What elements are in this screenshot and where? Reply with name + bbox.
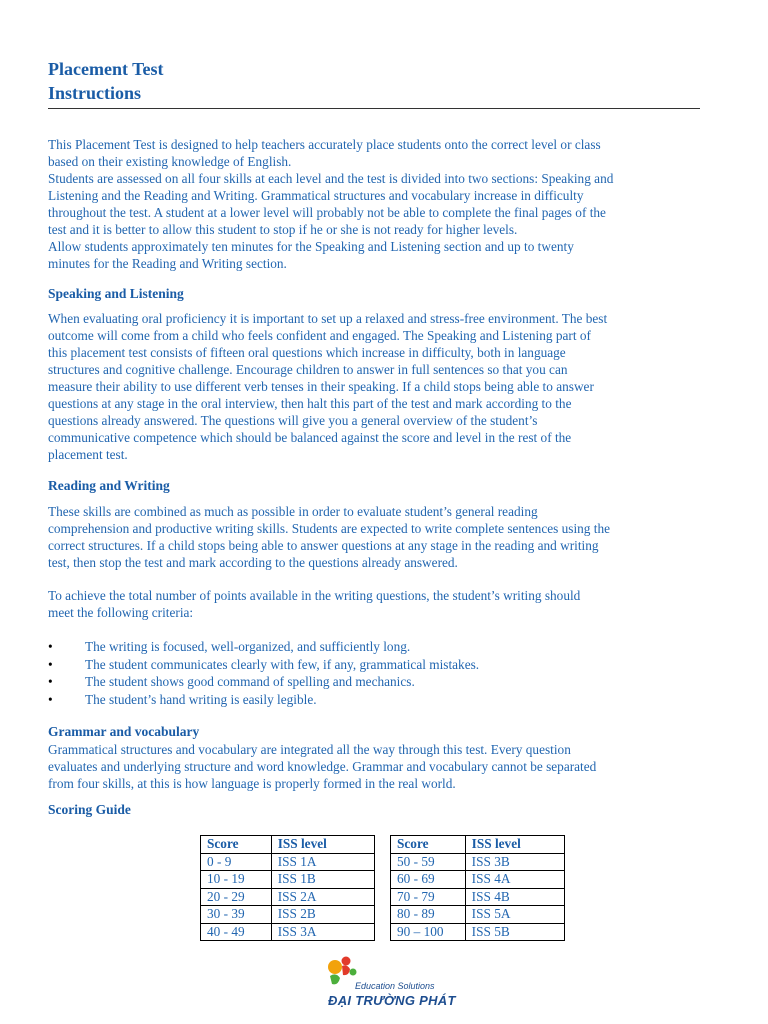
level-cell: ISS 3B bbox=[465, 853, 564, 871]
text-line: based on their existing knowledge of English. bbox=[48, 154, 292, 169]
level-column-header: ISS level bbox=[271, 836, 374, 854]
text-line: throughout the test. A student at a lower level will probably not be able to complete the final pages of the bbox=[48, 205, 606, 220]
logo-orange-figure bbox=[328, 960, 342, 974]
text-line: test and it is better to allow this student to stop if he or she is not ready for higher levels. bbox=[48, 222, 518, 237]
logo-small-figure bbox=[350, 969, 357, 976]
score-cell: 60 - 69 bbox=[391, 871, 466, 889]
table-row bbox=[391, 923, 565, 941]
level-cell: ISS 5A bbox=[465, 906, 564, 924]
criterion-text: The student communicates clearly with few, if any, grammatical mistakes. bbox=[85, 656, 480, 672]
grammar-heading: Grammar and vocabulary bbox=[48, 724, 200, 739]
text-line: measure their ability to use different verb tenses in their speaking. If a child stops being able to answer bbox=[48, 379, 594, 394]
grammar-paragraph bbox=[48, 741, 709, 792]
score-cell: 40 - 49 bbox=[201, 923, 272, 941]
text-line: this placement test consists of fifteen oral questions which increase in difficulty, both in language bbox=[48, 345, 566, 360]
text-line: from four skills, at this is how language is properly formed in the real world. bbox=[48, 776, 456, 791]
text-line: questions at any stage in the oral interview, then halt this part of the test and mark according to the bbox=[48, 396, 572, 411]
score-cell: 20 - 29 bbox=[201, 888, 272, 906]
text-line: When evaluating oral proficiency it is important to set up a relaxed and stress-free environment. The best bbox=[48, 311, 608, 326]
text-line: Students are assessed on all four skills at each level and the test is divided into two sections: Speaking and bbox=[48, 171, 614, 186]
text-line: questions already answered. The questions will give you a general overview of the student’s bbox=[48, 413, 538, 428]
title-divider bbox=[48, 108, 700, 109]
level-cell: ISS 1B bbox=[271, 871, 374, 889]
scoring-heading: Scoring Guide bbox=[48, 802, 131, 817]
bullet-icon: • bbox=[48, 639, 53, 654]
table-row bbox=[201, 923, 375, 941]
criterion-text: The student shows good command of spelling and mechanics. bbox=[85, 674, 415, 689]
page-title bbox=[48, 57, 163, 105]
bullet-icon: • bbox=[48, 656, 53, 672]
list-item bbox=[48, 673, 479, 691]
text-line: meet the following criteria: bbox=[48, 605, 194, 620]
score-cell: 10 - 19 bbox=[201, 871, 272, 889]
table-row bbox=[201, 888, 375, 906]
table-row bbox=[201, 906, 375, 924]
criteria-list bbox=[48, 638, 479, 708]
criterion-text: The writing is focused, well-organized, and sufficiently long. bbox=[85, 639, 411, 654]
list-item bbox=[48, 656, 479, 674]
text-line: comprehension and productive writing skills. Students are expected to write complete sentences using the bbox=[48, 521, 611, 536]
table-header-row bbox=[391, 836, 565, 854]
text-line: structures and cognitive challenge. Encourage children to answer in full sentences so that you can bbox=[48, 362, 568, 377]
score-column-header: Score bbox=[391, 836, 466, 854]
level-column-header: ISS level bbox=[465, 836, 564, 854]
text-line: Listening and the Reading and Writing. Grammatical structures and vocabulary increase in difficulty bbox=[48, 188, 584, 203]
intro-paragraph bbox=[48, 136, 709, 272]
title-line-2: Instructions bbox=[48, 83, 142, 103]
text-line: minutes for the Reading and Writing section. bbox=[48, 256, 287, 271]
logo-green-figure bbox=[330, 974, 340, 984]
level-cell: ISS 2A bbox=[271, 888, 374, 906]
criterion-text: The student’s hand writing is easily legible. bbox=[85, 691, 317, 707]
table-row bbox=[201, 871, 375, 889]
reading-heading: Reading and Writing bbox=[48, 478, 170, 493]
reading-paragraph bbox=[48, 503, 709, 571]
text-line: This Placement Test is designed to help teachers accurately place students onto the correct level or class bbox=[48, 137, 601, 152]
score-cell: 50 - 59 bbox=[391, 853, 466, 871]
text-line: correct structures. If a child stops being able to answer questions at any stage in the reading and writing bbox=[48, 538, 599, 553]
level-cell: ISS 5B bbox=[465, 923, 564, 941]
text-line: outcome will come from a child who feels confident and engaged. The Speaking and Listening part of bbox=[48, 328, 591, 343]
bullet-icon: • bbox=[48, 674, 53, 689]
score-cell: 0 - 9 bbox=[201, 853, 272, 871]
speaking-heading: Speaking and Listening bbox=[48, 286, 184, 301]
table-row bbox=[391, 853, 565, 871]
score-cell: 30 - 39 bbox=[201, 906, 272, 924]
text-line: Grammatical structures and vocabulary are integrated all the way through this test. Every question bbox=[48, 742, 571, 757]
score-cell: 70 - 79 bbox=[391, 888, 466, 906]
text-line: These skills are combined as much as possible in order to evaluate student’s general reading bbox=[48, 504, 538, 519]
logo-red-figure bbox=[342, 957, 351, 966]
level-cell: ISS 4B bbox=[465, 888, 564, 906]
title-line-1: Placement Test bbox=[48, 59, 164, 79]
table-row bbox=[201, 853, 375, 871]
text-line: evaluates and underlying structure and word knowledge. Grammar and vocabulary cannot be separated bbox=[48, 759, 597, 774]
score-cell: 80 - 89 bbox=[391, 906, 466, 924]
text-line: Allow students approximately ten minutes for the Speaking and Listening section and up to twenty bbox=[48, 239, 574, 254]
table-row bbox=[391, 906, 565, 924]
logo-name: ĐẠI TRƯỜNG PHÁT bbox=[328, 993, 456, 1008]
score-column-header: Score bbox=[201, 836, 272, 854]
scoring-table-right bbox=[390, 835, 565, 941]
text-line: communicative competence which should be balanced against the score and level in the rest of the bbox=[48, 430, 572, 445]
criteria-intro bbox=[48, 587, 709, 621]
logo-tagline: Education Solutions bbox=[355, 981, 435, 991]
bullet-icon: • bbox=[48, 691, 53, 707]
text-line: To achieve the total number of points available in the writing questions, the student’s writing should bbox=[48, 588, 581, 603]
score-cell: 90 – 100 bbox=[391, 923, 466, 941]
level-cell: ISS 4A bbox=[465, 871, 564, 889]
level-cell: ISS 2B bbox=[271, 906, 374, 924]
table-row bbox=[391, 888, 565, 906]
list-item bbox=[48, 691, 479, 709]
text-line: placement test. bbox=[48, 447, 128, 462]
text-line: test, then stop the test and mark according to the questions already answered. bbox=[48, 555, 458, 570]
table-header-row bbox=[201, 836, 375, 854]
level-cell: ISS 1A bbox=[271, 853, 374, 871]
table-row bbox=[391, 871, 565, 889]
logo-red-body bbox=[342, 965, 350, 975]
speaking-paragraph bbox=[48, 310, 709, 463]
level-cell: ISS 3A bbox=[271, 923, 374, 941]
list-item bbox=[48, 638, 479, 656]
scoring-table-left bbox=[200, 835, 375, 941]
